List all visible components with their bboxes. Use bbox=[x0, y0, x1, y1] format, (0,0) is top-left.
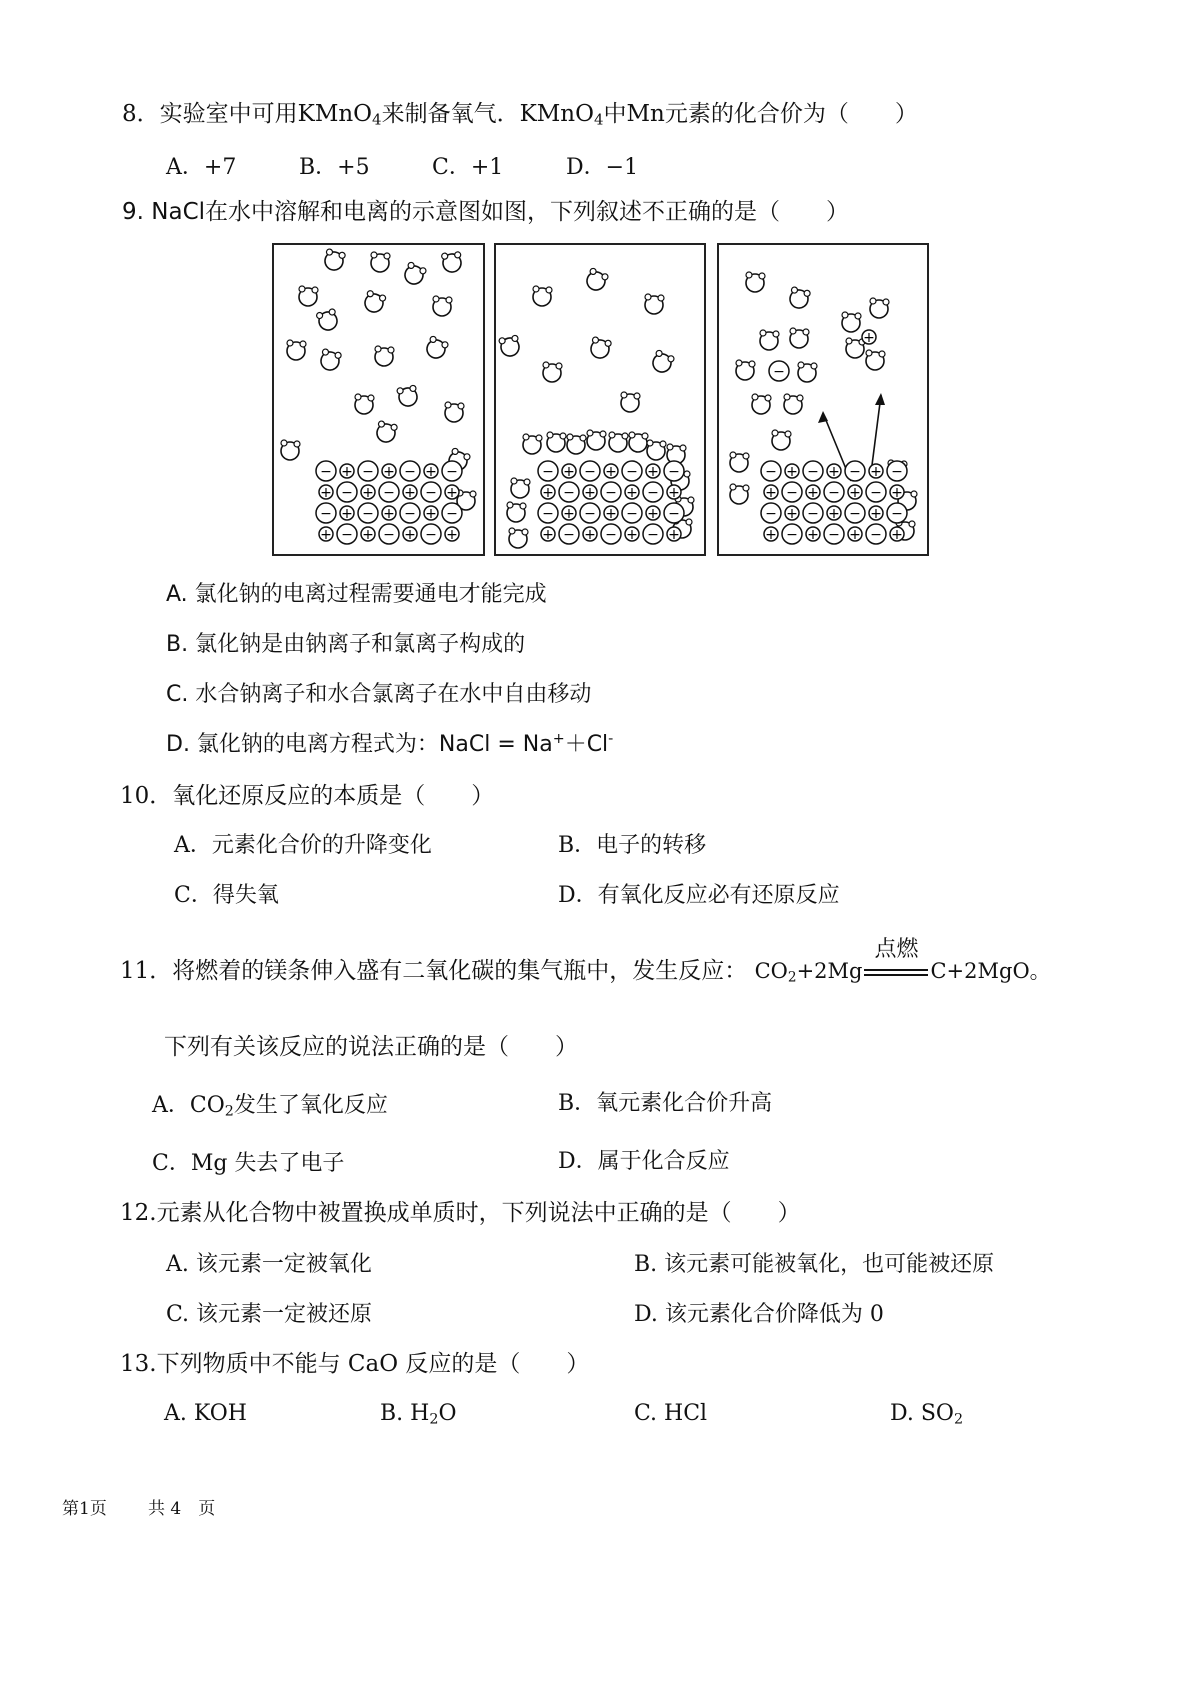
q11-option-c[interactable]: C．Mg 失去了电子 bbox=[152, 1151, 345, 1176]
plus-sign: + bbox=[584, 527, 596, 543]
water-molecule bbox=[629, 432, 648, 452]
minus-sign: − bbox=[870, 527, 882, 543]
water-molecule bbox=[866, 350, 885, 370]
water-molecule bbox=[650, 350, 675, 375]
minus-sign: − bbox=[786, 527, 798, 543]
plus-sign: + bbox=[383, 506, 395, 522]
water-molecule bbox=[784, 394, 803, 414]
q13-option-b[interactable]: B. $H_2O$ bbox=[380, 1401, 457, 1428]
water-molecule bbox=[424, 336, 449, 361]
minus-sign: − bbox=[383, 485, 395, 501]
plus-sign: + bbox=[383, 464, 395, 480]
water-molecule bbox=[375, 346, 394, 366]
q10-option-b[interactable]: B．电子的转移 bbox=[558, 833, 707, 858]
water-molecule bbox=[736, 360, 755, 380]
plus-sign: + bbox=[647, 464, 659, 480]
plus-sign: + bbox=[542, 527, 554, 543]
water-molecule bbox=[590, 337, 612, 360]
q11-stem bbox=[120, 936, 1051, 986]
q9-stem bbox=[122, 197, 849, 227]
plus-sign: + bbox=[605, 506, 617, 522]
plus-sign: + bbox=[807, 527, 819, 543]
plus-sign: + bbox=[341, 464, 353, 480]
q13-stem bbox=[120, 1349, 589, 1379]
minus-sign: − bbox=[605, 527, 617, 543]
q10-number: 10． bbox=[120, 783, 173, 809]
minus-sign: − bbox=[563, 485, 575, 501]
water-molecule bbox=[287, 340, 306, 360]
q9-option-a[interactable]: A. 氯化钠的电离过程需要通电才能完成 bbox=[166, 582, 547, 607]
water-molecule bbox=[371, 252, 390, 272]
plus-sign: + bbox=[542, 485, 554, 501]
minus-sign: − bbox=[362, 506, 374, 522]
minus-sign: − bbox=[647, 527, 659, 543]
figure-panel-3 bbox=[717, 243, 929, 556]
q12-option-d[interactable]: D. 该元素化合价降低为 0 bbox=[634, 1302, 884, 1327]
q11-number: 11． bbox=[120, 958, 173, 984]
water-molecule bbox=[584, 268, 609, 293]
q8-option-c[interactable]: C．+1 bbox=[432, 155, 504, 180]
q8-stem: 8．实验室中可用KMnO$_4$来制备氧气．KMnO$_4$中Mn元素的化合价为（ ） bbox=[122, 101, 918, 129]
q12-option-b[interactable]: B. 该元素可能被氧化，也可能被还原 bbox=[634, 1252, 995, 1277]
q8-number: 8． bbox=[122, 101, 160, 127]
minus-sign: − bbox=[870, 485, 882, 501]
water-molecule bbox=[609, 432, 628, 452]
minus-sign: − bbox=[828, 527, 840, 543]
q8-option-d[interactable]: D．−1 bbox=[566, 155, 639, 180]
minus-sign: − bbox=[849, 464, 861, 480]
q12-option-a[interactable]: A. 该元素一定被氧化 bbox=[166, 1252, 372, 1277]
water-molecule bbox=[324, 249, 346, 272]
minus-sign: − bbox=[891, 464, 903, 480]
minus-sign: − bbox=[626, 464, 638, 480]
plus-sign: + bbox=[584, 485, 596, 501]
minus-sign: − bbox=[605, 485, 617, 501]
q10-stem bbox=[120, 781, 494, 811]
water-molecule bbox=[498, 334, 522, 358]
q12-option-c[interactable]: C. 该元素一定被还原 bbox=[166, 1302, 373, 1327]
minus-sign: − bbox=[320, 464, 332, 480]
water-molecule bbox=[441, 250, 463, 273]
water-molecule bbox=[355, 394, 374, 414]
plus-sign: + bbox=[425, 464, 437, 480]
water-molecule bbox=[396, 384, 420, 408]
water-molecule bbox=[647, 440, 666, 460]
water-molecule bbox=[509, 528, 528, 548]
q13-option-c[interactable]: C. HCl bbox=[634, 1401, 708, 1426]
plus-sign: + bbox=[807, 485, 819, 501]
plus-sign: + bbox=[362, 527, 374, 543]
water-molecule bbox=[760, 330, 779, 350]
minus-sign: − bbox=[849, 506, 861, 522]
minus-sign: − bbox=[773, 364, 785, 380]
minus-sign: − bbox=[446, 506, 458, 522]
plus-sign: + bbox=[765, 485, 777, 501]
plus-sign: + bbox=[786, 464, 798, 480]
plus-sign: + bbox=[891, 527, 903, 543]
q13-option-a[interactable]: A. KOH bbox=[164, 1401, 247, 1426]
plus-sign: + bbox=[605, 464, 617, 480]
plus-sign: + bbox=[320, 527, 332, 543]
water-molecule bbox=[511, 478, 530, 498]
water-molecule bbox=[730, 484, 749, 504]
q11-option-d[interactable]: D．属于化合反应 bbox=[558, 1149, 730, 1174]
plus-sign: + bbox=[647, 506, 659, 522]
plus-sign: + bbox=[563, 506, 575, 522]
figure-panel-2 bbox=[494, 243, 706, 556]
q9-option-d[interactable]: D. 氯化钠的电离方程式为：NaCl = Na+＋Cl- bbox=[166, 731, 614, 757]
q10-text: 氧化还原反应的本质是（ ） bbox=[172, 783, 495, 809]
q12-number: 12. bbox=[120, 1200, 157, 1226]
minus-sign: − bbox=[584, 464, 596, 480]
q9-option-b[interactable]: B. 氯化钠是由钠离子和氯离子构成的 bbox=[166, 632, 526, 657]
q8-option-a[interactable]: A．+7 bbox=[166, 155, 237, 180]
minus-sign: − bbox=[765, 506, 777, 522]
plus-sign: + bbox=[891, 485, 903, 501]
page-number: 第1页 bbox=[62, 1499, 107, 1519]
minus-sign: − bbox=[563, 527, 575, 543]
plus-sign: + bbox=[786, 506, 798, 522]
q11-subquestion: 下列有关该反应的说法正确的是（ ） bbox=[164, 1034, 578, 1060]
q9-number: 9. bbox=[122, 199, 144, 225]
minus-sign: − bbox=[647, 485, 659, 501]
water-molecule bbox=[523, 434, 542, 454]
q10-option-d[interactable]: D．有氧化反应必有还原反应 bbox=[558, 883, 840, 908]
water-molecule bbox=[752, 394, 771, 414]
plus-sign: + bbox=[404, 527, 416, 543]
reaction-equation: $CO_2+2Mg$ 点燃 C+2MgO。 bbox=[754, 936, 1051, 986]
arrow-head bbox=[818, 411, 828, 423]
minus-sign: − bbox=[891, 506, 903, 522]
plus-sign: + bbox=[320, 485, 332, 501]
minus-sign: − bbox=[828, 485, 840, 501]
plus-sign: + bbox=[446, 527, 458, 543]
minus-sign: − bbox=[425, 527, 437, 543]
plus-sign: + bbox=[828, 464, 840, 480]
plus-sign: + bbox=[626, 527, 638, 543]
water-molecule bbox=[567, 434, 586, 454]
water-molecule bbox=[281, 440, 300, 460]
plus-sign: + bbox=[668, 485, 680, 501]
minus-sign: − bbox=[446, 464, 458, 480]
water-molecule bbox=[730, 452, 749, 472]
minus-sign: − bbox=[341, 527, 353, 543]
water-molecule bbox=[842, 312, 861, 332]
plus-sign: + bbox=[404, 485, 416, 501]
water-molecule bbox=[299, 286, 318, 306]
minus-sign: − bbox=[668, 506, 680, 522]
water-molecule bbox=[507, 502, 526, 522]
plus-sign: + bbox=[849, 485, 861, 501]
q11-option-b[interactable]: B．氧元素化合价升高 bbox=[558, 1091, 773, 1116]
water-molecule bbox=[543, 362, 562, 382]
minus-sign: − bbox=[668, 464, 680, 480]
q9-option-c[interactable]: C. 水合钠离子和水合氯离子在水中自由移动 bbox=[166, 682, 592, 707]
dissolution-diagram-2 bbox=[496, 245, 704, 554]
water-molecule bbox=[790, 328, 809, 348]
minus-sign: − bbox=[786, 485, 798, 501]
water-molecule bbox=[376, 421, 398, 444]
arrow-head bbox=[875, 393, 885, 405]
minus-sign: − bbox=[341, 485, 353, 501]
q9-text: NaCl在水中溶解和电离的示意图如图，下列叙述不正确的是（ ） bbox=[151, 199, 850, 225]
plus-sign: + bbox=[425, 506, 437, 522]
water-molecule bbox=[433, 296, 452, 316]
water-molecule bbox=[363, 290, 387, 314]
plus-sign: + bbox=[626, 485, 638, 501]
water-molecule bbox=[320, 349, 342, 372]
water-molecule bbox=[746, 272, 765, 292]
water-molecule bbox=[587, 430, 606, 450]
water-molecule bbox=[798, 362, 817, 382]
plus-sign: + bbox=[863, 330, 875, 346]
q11-option-a[interactable]: A．$CO_2$发生了氧化反应 bbox=[152, 1093, 388, 1120]
q10-option-a[interactable]: A．元素化合价的升降变化 bbox=[174, 833, 432, 858]
minus-sign: − bbox=[807, 506, 819, 522]
plus-sign: + bbox=[563, 464, 575, 480]
plus-sign: + bbox=[870, 506, 882, 522]
plus-sign: + bbox=[668, 527, 680, 543]
water-molecule bbox=[621, 392, 640, 412]
minus-sign: − bbox=[542, 506, 554, 522]
page-total: 共 4 页 bbox=[148, 1499, 216, 1519]
q13-number: 13. bbox=[120, 1351, 157, 1377]
minus-sign: − bbox=[584, 506, 596, 522]
plus-sign: + bbox=[765, 527, 777, 543]
plus-sign: + bbox=[362, 485, 374, 501]
water-molecule bbox=[772, 430, 791, 450]
plus-sign: + bbox=[446, 485, 458, 501]
dissolution-diagram-3 bbox=[719, 245, 927, 554]
q10-option-c[interactable]: C．得失氧 bbox=[174, 883, 279, 908]
q11-text: 将燃着的镁条伸入盛有二氧化碳的集气瓶中，发生反应： bbox=[172, 958, 748, 984]
q12-stem bbox=[120, 1198, 801, 1228]
plus-sign: + bbox=[828, 506, 840, 522]
minus-sign: − bbox=[404, 464, 416, 480]
water-molecule bbox=[445, 402, 464, 422]
plus-sign: + bbox=[849, 527, 861, 543]
plus-sign: + bbox=[870, 464, 882, 480]
minus-sign: − bbox=[542, 464, 554, 480]
minus-sign: − bbox=[404, 506, 416, 522]
minus-sign: − bbox=[425, 485, 437, 501]
q13-option-d[interactable]: D. $SO_2$ bbox=[890, 1401, 964, 1428]
minus-sign: − bbox=[626, 506, 638, 522]
water-molecule bbox=[870, 298, 889, 318]
reaction-condition: 点燃 bbox=[864, 963, 928, 983]
water-molecule bbox=[533, 286, 552, 306]
q12-text: 元素从化合物中被置换成单质时，下列说法中正确的是（ ） bbox=[156, 1200, 801, 1226]
water-molecule bbox=[547, 432, 566, 452]
minus-sign: − bbox=[320, 506, 332, 522]
minus-sign: − bbox=[807, 464, 819, 480]
plus-sign: + bbox=[341, 506, 353, 522]
minus-sign: − bbox=[765, 464, 777, 480]
minus-sign: − bbox=[383, 527, 395, 543]
dissolution-diagram-1 bbox=[274, 245, 483, 554]
water-molecule bbox=[789, 287, 811, 310]
minus-sign: − bbox=[362, 464, 374, 480]
water-molecule bbox=[402, 262, 427, 287]
figure-panel-1 bbox=[272, 243, 485, 556]
arrow-line bbox=[871, 395, 881, 473]
water-molecule bbox=[316, 307, 341, 332]
water-molecule bbox=[645, 294, 664, 314]
q8-option-b[interactable]: B．+5 bbox=[299, 155, 370, 180]
q13-text: 下列物质中不能与 CaO 反应的是（ ） bbox=[156, 1351, 590, 1377]
